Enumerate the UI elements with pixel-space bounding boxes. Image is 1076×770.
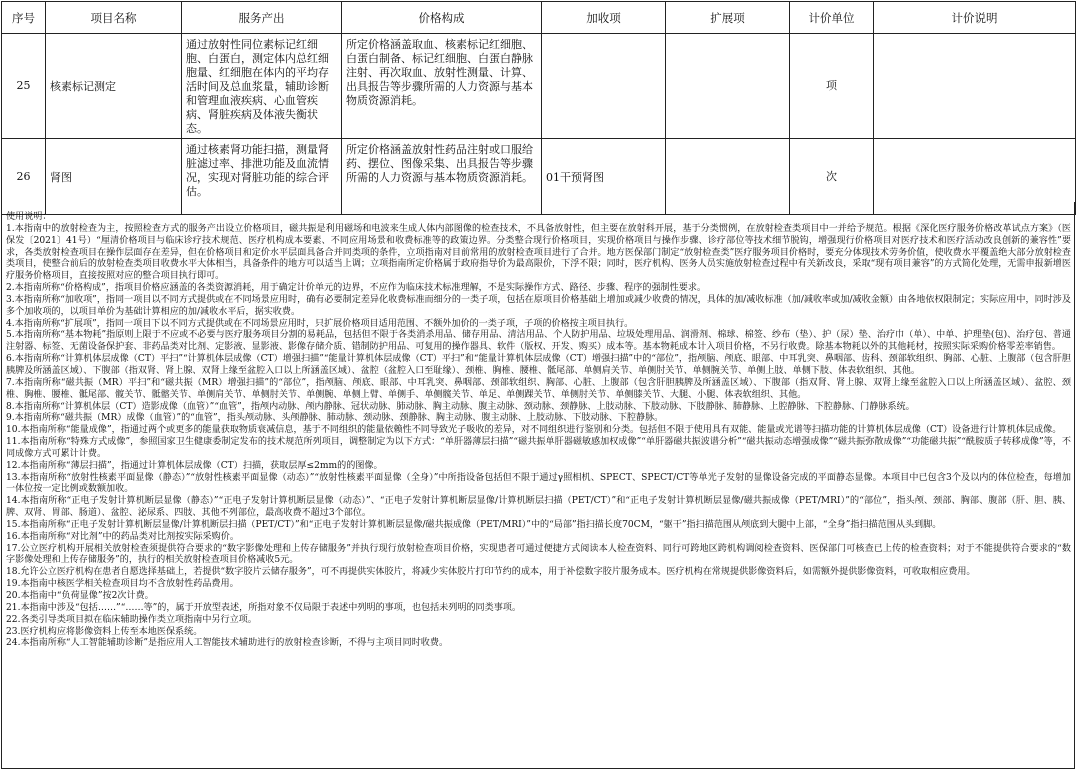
table-header-row	[2, 2, 1076, 34]
row-seq: 25	[2, 34, 46, 139]
note-item: 3.本指南所称“加收项”，指同一项目以不同方式提供或在不同场景应用时，确有必要制定差异化收费标准而细分的一类子项，包括在原项目价格基础上增加或减少收费的情况，具体的加/减收标准（加/减收率或加/减收金额）由各地依权限制定；实际应用中，同时涉及多个加收项的，以项目单价为基础计算相应的加/减收水平后，据实收费。	[6, 294, 1071, 317]
usage-notes-heading: 使用说明：	[6, 212, 52, 222]
row-extension	[666, 34, 790, 139]
note-item: 23.医疗机构应将影像资料上传至本地医保系统。	[6, 626, 203, 637]
table-row	[2, 34, 1076, 139]
header-item-name: 项目名称	[46, 2, 182, 34]
row-seq: 26	[2, 139, 46, 215]
header-seq: 序号	[2, 2, 46, 34]
note-item: 5.本指南所称“基本物耗”指原则上限于不应或不必要与医疗服务项目分割的易耗品，包括但不限于各类消杀用品、储存用品、清洁用品、个人防护用品、垃圾处理用品、润滑剂、棉球、棉签、纱布（垫）、护（尿）垫、治疗巾（单）、中单、护理垫(包)、治疗包、普通注射器、标签、无菌设备保护套、非药品类对比剂、定影液、显影液、影像存储介质、错制防护用品、可复用的操作器具、软件（版权、开发、购买）成本等。基本物耗成本计入项目价格，不另行收费。除基本物耗以外的其他耗材，按照实际采购价格零差率销售。	[6, 330, 1071, 353]
note-item: 24.本指南所称“人工智能辅助诊断”是指应用人工智能技术辅助进行的放射检查诊断，不得与主项目同时收费。	[6, 638, 449, 649]
note-item: 12.本指南所称“薄层扫描”，指通过计算机体层成像（CT）扫描，获取层厚≤2mm的的图像。	[6, 460, 383, 471]
note-item: 18.允许公立医疗机构在患者自愿选择基础上，若提供“数字胶片云储存服务”，可不再提供实体胶片，将减少实体胶片打印节约的成本，用于补偿数字胶片服务成本。医疗机构在常规提供影像资料后，如需额外提供影像资料，可收取相应费用。	[6, 567, 976, 578]
note-item: 10.本指南所称“能量成像”，指通过两个或更多的能量获取物质衰减信息，基于不同组织的能量依赖性不同导致光子吸收的差异，对不同组织进行鉴别和分类。包括但不限于使用具有双能、能量或光谱等扫描功能的计算机体层成像（CT）设备进行计算机体层成像。	[6, 425, 1062, 436]
header-addon: 加收项	[542, 2, 666, 34]
row-service-output: 通过核素肾功能扫描，测量肾脏滤过率、排泄功能及血流情况，实现对肾脏功能的综合评估。	[182, 139, 342, 215]
note-item: 19.本指南中核医学相关检查项目均不含放射性药品费用。	[6, 579, 239, 590]
row-item-name: 核素标记测定	[46, 34, 182, 139]
note-item: 11.本指南所称“特殊方式成像”，参照国家卫生健康委制定发布的技术规范所列项目，调整制定为以下方式：“单肝器薄层扫描”“磁共振单肝器磁敏感加权成像”“单肝器磁共振波谱分析”“磁共振动态增强成像”“磁共振弥散成像”“功能磁共振”“酰胺质子转移成像”等，不同成像方式可累计计费。	[6, 437, 1071, 459]
row-service-output: 通过放射性同位素标记红细胞、白蛋白，测定体内总红细胞量、红细胞在体内的平均存活时间及总血浆量，辅助诊断和管理血液疾病、心血管疾病、肾脏疾病及体液失衡状态。	[182, 34, 342, 139]
note-item: 4.本指南所称“扩展项”，指同一项目下以不同方式提供或在不同场景应用时，只扩展价格项目适用范围、不额外加价的一类子项，子项的价格按主项目执行。	[6, 318, 634, 329]
note-item: 17.公立医疗机构开展相关放射检查须提供符合要求的“数字影像处理和上传存储服务”并执行现行放射检查项目价格，实现患者可通过便捷方式阅读本人检查资料、同行可跨地区跨机构调阅检查资料、医保部门可核查已上传的检查资料；对于不能提供符合要求的“数字影像处理和上传存储服务”的，执行的相关放射检查项目价格减收5元。	[6, 543, 1071, 566]
note-item: 1.本指南中的放射检查为主，按照检查方式的服务产出设立价格项目，磁共振是利用磁场和电波来生成人体内部图像的检查技术，不具备放射性，但主要在放射科开展，基于分类惯例，在放射检查类项目中一并给予规范。根据《深化医疗服务价格改革试点方案》（医保发〔2021〕41号）“厘清价格项目与临床诊疗技术规范、医疗机构成本要素、不同应用场景和收费标准等的政策边界。分类整合现行价格项目，实现价格项目与操作步骤、诊疗部位等技术细节脱钩，增强现行价格项目对医疗技术和医疗活动改良创新的兼容性”要求，各类放射检查项目在操作层面存在差异，但在价格项目和定价水平层面具备合并同类项的条件，立项指南对目前常用的放射检查项目进行了合并。地方医保部门制定“放射检查类”医疗服务项目价格时，要充分体现技术劳务价值，使收费水平覆盖绝大部分放射检查类项目，使整合前后的放射检查类项目收费水平大体相当，具备条件的地方可以适当上调；立项指南所定价格属于政府指导价为最高限价，下浮不限；同时，医疗机构、医务人员实施放射检查过程中有关新改良，采取“现有项目兼容”的方式简化处理，无需申报新增医疗服务价格项目，直接按照对应的整合项目执行即可。	[6, 223, 1071, 282]
note-item: 8.本指南所称“计算机体层（CT）造影成像（血管）”“血管”，指颅内动脉、颅内静脉、冠状动脉、肺动脉、胸主动脉、腹主动脉、颈动脉、颈静脉、上肢动脉、下肢动脉、下肢静脉、肺静脉、上腔静脉、下腔静脉、门静脉系统。	[6, 401, 915, 412]
note-item: 15.本指南所称“正电子发射计算机断层显像/计算机断层扫描（PET/CT）”和“正电子发射计算机断层显像/磁共振成像（PET/MRI）”中的“局部”指扫描长度70CM，“躯干”指扫描范围从颅底到大腿中上部，“全身”指扫描范围从头到脚。	[6, 519, 942, 530]
note-item: 20.本指南中“负荷显像”按2次计费。	[6, 591, 154, 601]
note-item: 2.本指南所称“价格构成”，指项目价格应涵盖的各类资源消耗，用于确定计价单元的边界，不应作为临床技术标准理解，不是实际操作方式、路径、步骤、程序的强制性要求。	[6, 283, 707, 294]
row-item-name: 肾图	[46, 139, 182, 215]
header-pricing-note: 计价说明	[874, 2, 1076, 34]
pricing-table	[1, 1, 1076, 215]
header-price-composition: 价格构成	[342, 2, 542, 34]
header-extension: 扩展项	[666, 2, 790, 34]
row-pricing-unit: 项	[790, 34, 874, 139]
note-item: 9.本指南所称“磁共振（MR）成像（血管）”的“血管”，指头颅动脉、头颅静脉、肺动脉、颈动脉、颈静脉、胸主动脉、腹主动脉、上肢动脉、下肢动脉、下腔静脉。	[6, 413, 664, 424]
note-item: 22.各类引导类项目拟在临床辅助操作类立项指南中另行立项。	[6, 614, 257, 625]
note-item: 14.本指南所称“正电子发射计算机断层显像（静态）”“正电子发射计算机断层显像（动态）”、“正电子发射计算机断层显像/计算机断层扫描（PET/CT）”和“正电子发射计算机断层显像/磁共振成像（PET/MRI）”的“部位”，指头颅、颈部、胸部、腹部（肝、胆、胰、脾、双肾、胃部、肠道）、盆腔、泌尿系、四肢、其他不列部位，最高收费不超过3个部位。	[6, 496, 1071, 519]
row-addon	[542, 34, 666, 139]
row-price-composition: 所定价格涵盖取血、核素标记红细胞、白蛋白制备、标记红细胞、白蛋白静脉注射、再次取血、放射性测量、计算、出具报告等步骤所需的人力资源与基本物质资源消耗。	[342, 34, 542, 139]
row-pricing-note	[874, 34, 1076, 139]
row-price-composition: 所定价格涵盖放射性药品注射或口服给药、摆位、图像采集、出具报告等步骤所需的人力资源与基本物质资源消耗。	[342, 139, 542, 215]
row-pricing-unit: 次	[790, 139, 874, 215]
usage-notes	[1, 202, 1075, 769]
note-item: 13.本指南所称“放射性核素平面显像（静态）”“放射性核素平面显像（动态）”“放射性核素平面显像（全身）”中所指设备包括但不限于通过γ照相机、SPECT、SPECT/CT等单光子发射的显像设备完成的平面静态显像。本项目中已包含3个及以内的体位检查，每增加一体位按一定比例或数额加收。	[6, 472, 1071, 495]
note-item: 16.本指南所称“对比剂”中的药品类对比剂按实际采购价。	[6, 531, 239, 542]
note-item: 21.本指南中涉及“包括……”“……等”的，属于开放型表述，所指对象不仅局限于表述中列明的事项，也包括未列明的同类事项。	[6, 602, 522, 613]
row-addon: 01干预肾图	[542, 139, 666, 215]
note-item: 6.本指南所称“计算机体层成像（CT）平扫”“计算机体层成像（CT）增强扫描”“能量计算机体层成像（CT）平扫”和“能量计算机体层成像（CT）增强扫描”中的“部位”，指颅脑、颅底、眼部、中耳乳突、鼻咽部、齿科、颈部软组织、胸部、心脏、上腹部（包含肝胆胰脾及所涵盖区域）、下腹部（指双肾、肾上腺、双肾上缘至盆腔入口以上所涵盖区域）、盆腔（盆腔入口至耻缘）、颈椎、胸椎、腰椎、骶尾部、单侧肩关节、单侧肘关节、单侧腕关节、单侧上肢、单侧下肢、体表软组织、其他。	[6, 354, 1071, 376]
note-item: 7.本指南所称“磁共振（MR）平扫”和“磁共振（MR）增强扫描”的“部位”，指颅脑、颅底、眼部、中耳乳突、鼻咽部、颈部软组织、胸部、心脏、上腹部（包含肝胆胰脾及所涵盖区域）、下腹部（指双肾、肾上腺、双肾上缘至盆腔入口以上所涵盖区域）、盆腔、颈椎、胸椎、腰椎、骶尾部、髋关节、骶髂关节、单侧肩关节、单侧肘关节、单侧腕、单侧上臂、单侧手、单侧髋关节、单足、单侧踝关节、单侧肘关节、单侧膝关节、大腿、小腿、体表软组织、其他。	[6, 377, 1071, 400]
header-pricing-unit: 计价单位	[790, 2, 874, 34]
header-service-output: 服务产出	[182, 2, 342, 34]
